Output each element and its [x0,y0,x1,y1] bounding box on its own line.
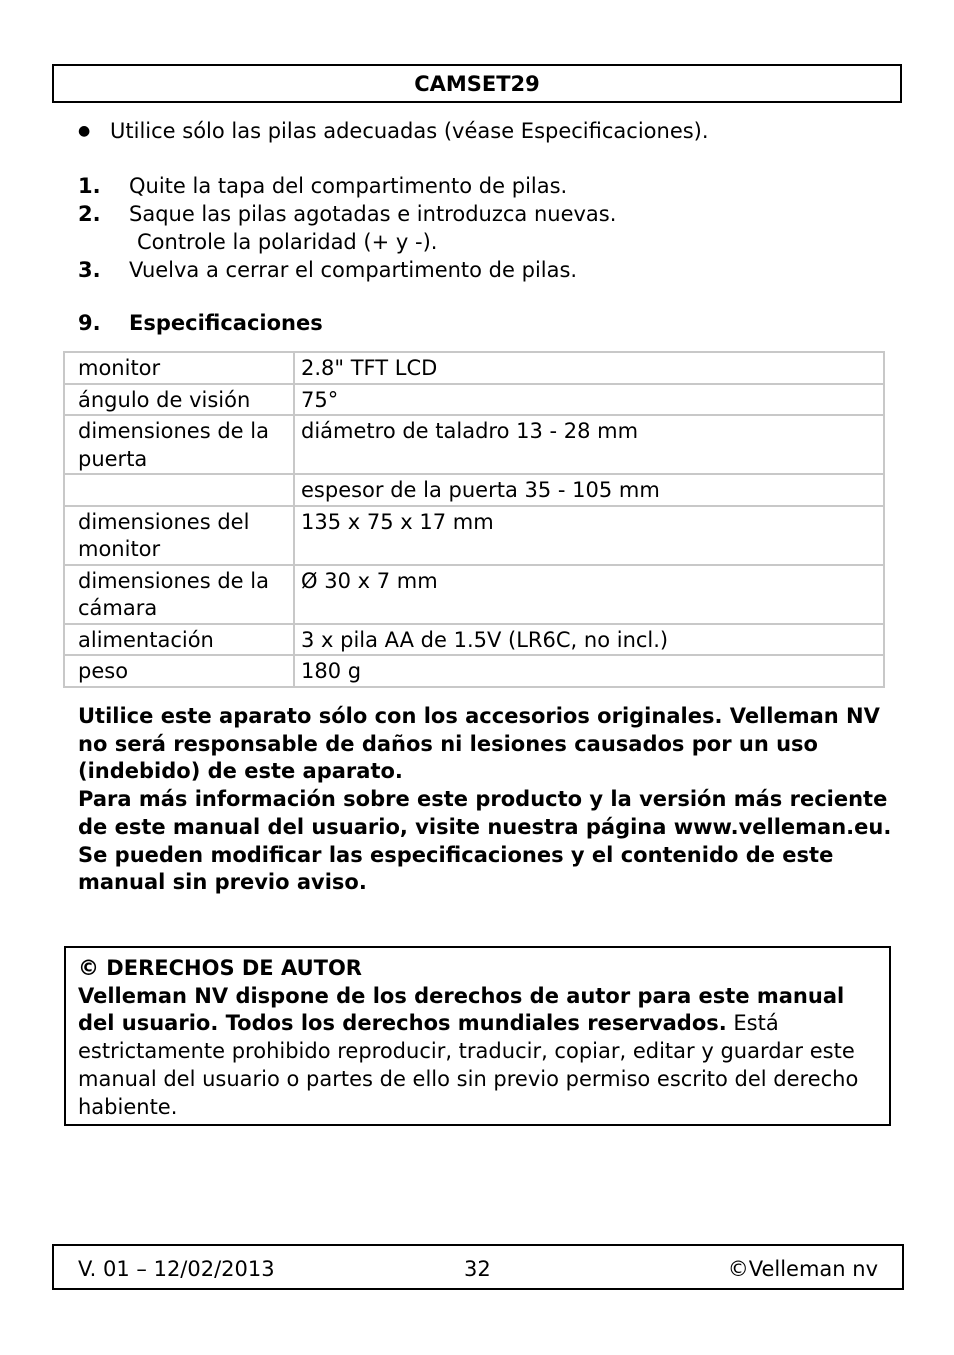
notice-paragraph: Para más información sobre este producto y la versión más reciente de este manual del usuario, visite nuestra página www.velleman.eu. [78,787,892,839]
table-row [64,506,884,565]
step-subtext: Controle la polaridad (+ y -). [137,230,438,254]
usage-notice [78,703,898,897]
step-item [78,200,898,256]
spec-label: dimensiones del monitor [64,506,294,565]
spec-value: 180 g [294,655,884,687]
notice-paragraph: Se pueden modificar las especificaciones y el contenido de este manual sin previo aviso. [78,842,834,895]
step-list [78,172,898,284]
spec-value: Ø 30 x 7 mm [294,565,884,624]
spec-value: 75° [294,384,884,416]
table-row [64,624,884,656]
footer-copyright: ©Velleman nv [727,1257,878,1281]
step-item [78,256,898,284]
copyright-bold-text: Velleman NV dispone de los derechos de autor para este manual del usuario. Todos los derechos mundiales reservados. [78,983,845,1036]
spec-label: dimensiones de la puerta [64,415,294,474]
spec-value: 135 x 75 x 17 mm [294,506,884,565]
copyright-normal-text: Está estrictamente prohibido reproducir, traducir, copiar, editar y guardar este manual del usuario o partes de ello sin previo permiso escrito del derecho habiente. [78,1011,859,1119]
copyright-text [78,983,877,1122]
page-footer [52,1244,904,1290]
footer-page-number: 32 [464,1257,491,1281]
step-text: Vuelva a cerrar el compartimento de pilas. [129,258,578,282]
step-text: Quite la tapa del compartimento de pilas. [129,174,568,198]
spec-value: 3 x pila AA de 1.5V (LR6C, no incl.) [294,624,884,656]
step-number: 2. [78,202,101,226]
spec-value: diámetro de taladro 13 - 28 mm [294,415,884,474]
specifications-table [63,351,885,688]
spec-label: dimensiones de la cámara [64,565,294,624]
bullet-text: Utilice sólo las pilas adecuadas (véase Especificaciones). [110,119,709,143]
copyright-box [64,946,891,1126]
copyright-heading: © DERECHOS DE AUTOR [78,956,362,980]
spec-label: monitor [64,352,294,384]
step-text: Saque las pilas agotadas e introduzca nuevas. [129,202,617,226]
footer-version: V. 01 – 12/02/2013 [78,1257,275,1281]
spec-label [64,474,294,506]
document-title: CAMSET29 [414,72,540,96]
table-row [64,565,884,624]
table-row [64,415,884,474]
spec-label: alimentación [64,624,294,656]
table-row [64,655,884,687]
step-number: 3. [78,258,101,282]
page-header [52,64,902,103]
spec-value: espesor de la puerta 35 - 105 mm [294,474,884,506]
spec-label: ángulo de visión [64,384,294,416]
step-item [78,172,898,200]
notice-paragraph: Utilice este aparato sólo con los accesorios originales. Velleman NV no será responsable de daños ni lesiones causados por un uso (indebido) de este aparato. [78,704,880,784]
table-row [64,384,884,416]
section-title: Especificaciones [129,311,323,335]
spec-label: peso [64,655,294,687]
table-row [64,352,884,384]
section-number: 9. [78,311,101,335]
spec-value: 2.8" TFT LCD [294,352,884,384]
bullet-dot-icon: ● [78,123,91,139]
table-row [64,474,884,506]
step-number: 1. [78,174,101,198]
